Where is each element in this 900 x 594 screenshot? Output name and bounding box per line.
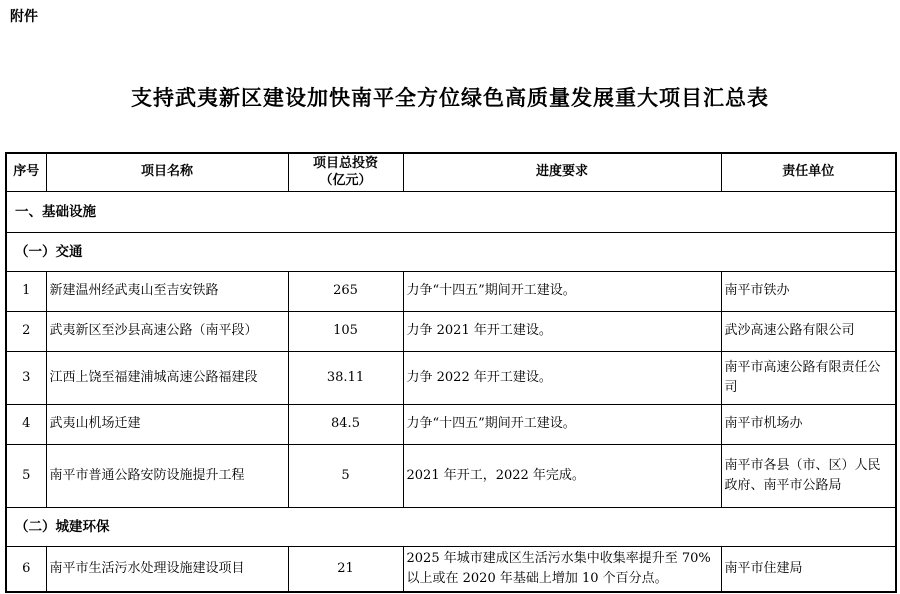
section-row-transport xyxy=(6,232,896,271)
row-investment: 38.11 xyxy=(288,351,403,404)
row-unit: 南平市机场办 xyxy=(721,404,896,444)
table-row xyxy=(6,404,896,444)
row-no: 6 xyxy=(6,546,46,592)
row-unit: 南平市住建局 xyxy=(721,546,896,592)
attachment-label: 附件 xyxy=(10,9,38,25)
row-no: 4 xyxy=(6,404,46,444)
projects-table xyxy=(5,152,897,593)
col-header-investment xyxy=(288,153,403,191)
row-project-name: 武夷新区至沙县高速公路（南平段） xyxy=(46,311,288,351)
row-project-name: 新建温州经武夷山至吉安铁路 xyxy=(46,271,288,311)
row-unit: 武沙高速公路有限公司 xyxy=(721,311,896,351)
section-row-infrastructure xyxy=(6,191,896,232)
row-project-name: 江西上饶至福建浦城高速公路福建段 xyxy=(46,351,288,404)
section-row-urban-env xyxy=(6,507,896,546)
col-header-unit: 责任单位 xyxy=(721,153,896,191)
section-label: 一、基础设施 xyxy=(6,191,896,232)
row-no: 1 xyxy=(6,271,46,311)
section-label: （一）交通 xyxy=(6,232,896,271)
row-investment: 5 xyxy=(288,444,403,507)
table-row xyxy=(6,351,896,404)
row-investment: 105 xyxy=(288,311,403,351)
row-no: 5 xyxy=(6,444,46,507)
col-header-no: 序号 xyxy=(6,153,46,191)
row-progress: 2021 年开工，2022 年完成。 xyxy=(403,444,721,507)
col-header-progress: 进度要求 xyxy=(403,153,721,191)
row-progress: 力争 2021 年开工建设。 xyxy=(403,311,721,351)
col-header-name: 项目名称 xyxy=(46,153,288,191)
row-progress: 2025 年城市建成区生活污水集中收集率提升至 70%以上或在 2020 年基础上增加 10 个百分点。 xyxy=(403,546,721,592)
table-row xyxy=(6,444,896,507)
row-unit: 南平市各县（市、区）人民政府、南平市公路局 xyxy=(721,444,896,507)
table-header-row xyxy=(6,153,896,191)
page-title: 支持武夷新区建设加快南平全方位绿色高质量发展重大项目汇总表 xyxy=(131,85,769,110)
row-investment: 84.5 xyxy=(288,404,403,444)
row-project-name: 武夷山机场迁建 xyxy=(46,404,288,444)
row-progress: 力争 2022 年开工建设。 xyxy=(403,351,721,404)
row-no: 2 xyxy=(6,311,46,351)
table-row xyxy=(6,311,896,351)
table-row xyxy=(6,546,896,592)
table-row xyxy=(6,271,896,311)
row-unit: 南平市铁办 xyxy=(721,271,896,311)
row-investment: 21 xyxy=(288,546,403,592)
section-label: （二）城建环保 xyxy=(6,507,896,546)
row-project-name: 南平市生活污水处理设施建设项目 xyxy=(46,546,288,592)
row-progress: 力争“十四五”期间开工建设。 xyxy=(403,271,721,311)
row-unit: 南平市高速公路有限责任公司 xyxy=(721,351,896,404)
col-header-investment-line1: 项目总投资 xyxy=(312,156,378,172)
row-no: 3 xyxy=(6,351,46,404)
row-project-name: 南平市普通公路安防设施提升工程 xyxy=(46,444,288,507)
row-progress: 力争“十四五”期间开工建设。 xyxy=(403,404,721,444)
row-investment: 265 xyxy=(288,271,403,311)
col-header-investment-line2: （亿元） xyxy=(319,173,372,189)
